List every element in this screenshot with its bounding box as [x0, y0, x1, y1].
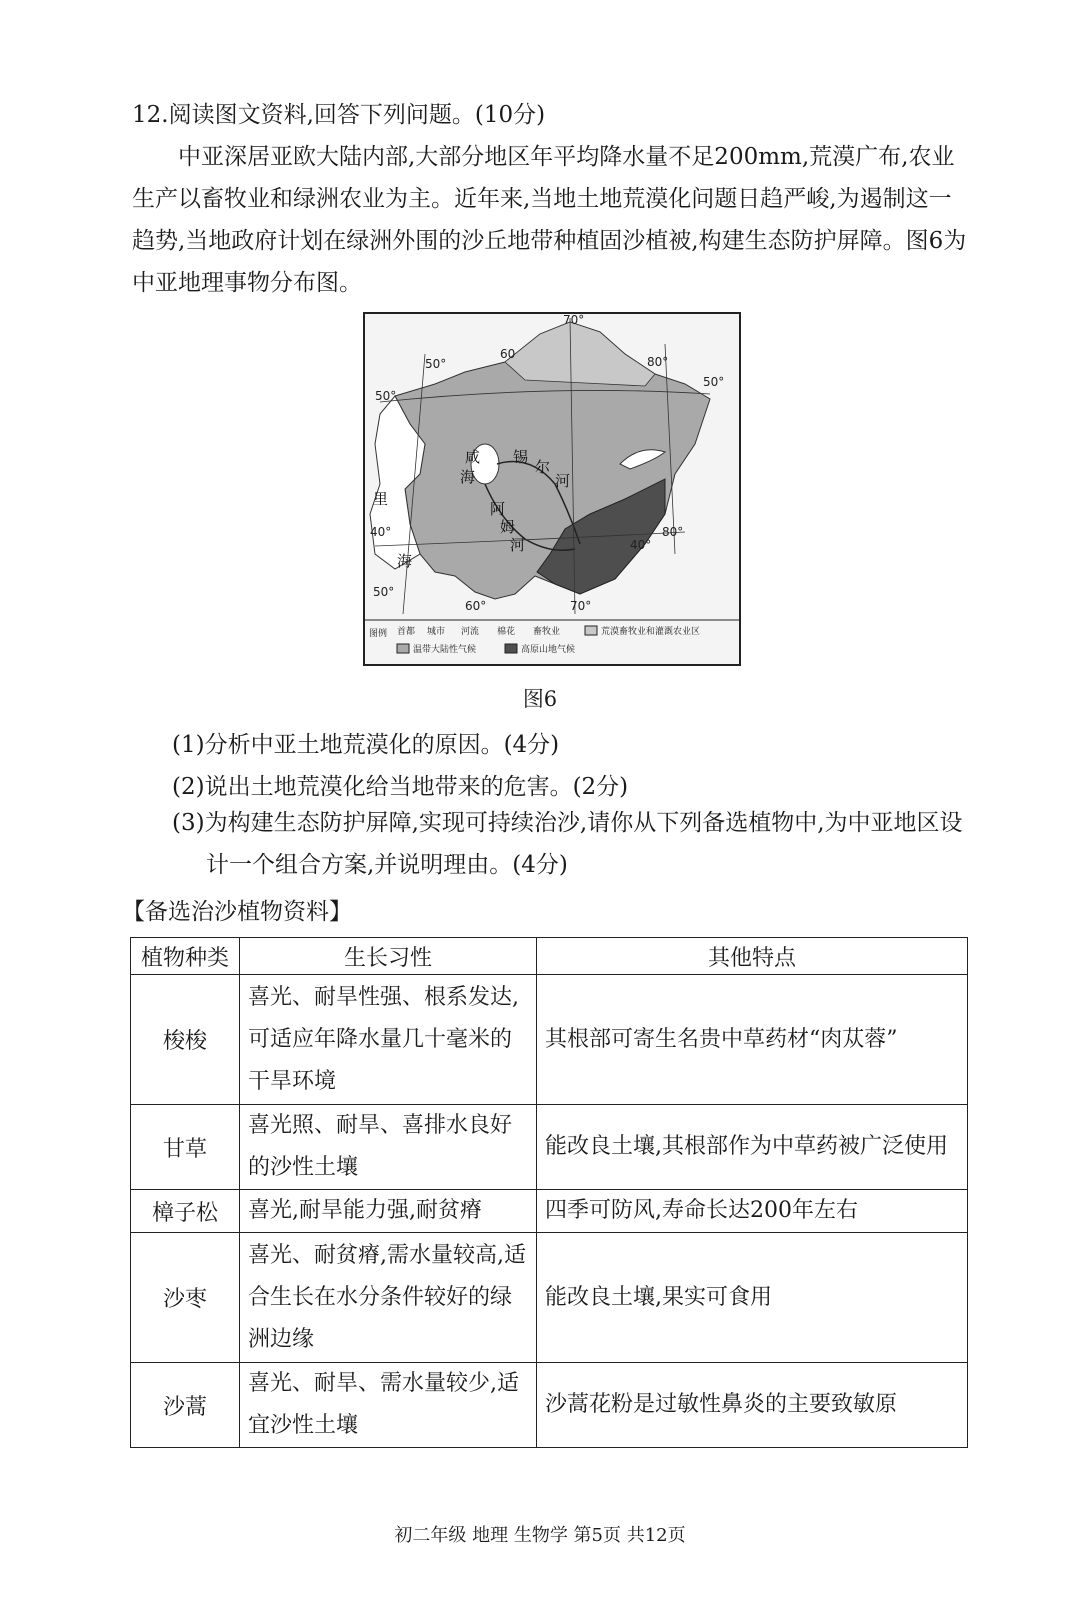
lon-label-4: 60°	[465, 599, 487, 613]
table-header-row	[131, 938, 968, 975]
sub-question-3	[172, 802, 972, 886]
sub-question-3-line1: (3)为构建生态防护屏障,实现可持续治沙,请你从下列备选植物中,为中亚地区设	[172, 810, 963, 836]
legend-mountain-swatch	[505, 644, 517, 653]
table-row	[131, 1190, 968, 1233]
map-name-li: 里	[373, 490, 389, 508]
map-name-a: 阿	[490, 500, 506, 518]
plant-habit: 喜光,耐旱能力强,耐贫瘠	[240, 1190, 537, 1233]
northern-agri-region	[505, 322, 655, 386]
legend-city: 城市	[427, 627, 446, 637]
legend-cotton: 棉花	[497, 627, 516, 637]
plant-name: 甘草	[131, 1105, 240, 1190]
lat-label-2: 50°	[375, 389, 397, 403]
plant-name: 梭梭	[131, 975, 240, 1105]
table-row	[131, 1105, 968, 1190]
question-paragraph: 中亚深居亚欧大陆内部,大部分地区年平均降水量不足200mm,荒漠广布,农业生产以畜牧业和绿洲农业为主。近年来,当地土地荒漠化问题日趋严峻,为遏制这一趋势,当地政府计划在绿洲外围的沙丘地带种植固沙植被,构建生态防护屏障。图6为中亚地理事物分布图。	[132, 144, 967, 296]
plant-feature: 能改良土壤,果实可食用	[537, 1233, 968, 1363]
plant-feature: 能改良土壤,其根部作为中草药被广泛使用	[537, 1105, 968, 1190]
sub-question-2: (2)说出土地荒漠化给当地带来的危害。(2分)	[172, 774, 629, 800]
legend-continental-swatch	[397, 644, 409, 653]
central-asia-map	[363, 312, 741, 666]
legend-capital: 首都	[397, 627, 416, 637]
lat-label-6: 50°	[373, 585, 395, 599]
map-name-xian: 咸	[465, 448, 481, 466]
plant-feature: 其根部可寄生名贵中草药材“肉苁蓉”	[537, 975, 968, 1105]
lon-label-3: 80°	[647, 355, 669, 369]
legend-mountain: 高原山地气候	[521, 645, 576, 655]
table-row	[131, 1233, 968, 1363]
plant-habit: 喜光、耐贫瘠,需水量较高,适合生长在水分条件较好的绿洲边缘	[240, 1233, 537, 1363]
lon-label-5: 70°	[570, 599, 592, 613]
plant-feature: 四季可防风,寿命长达200年左右	[537, 1190, 968, 1233]
map-name-he2: 河	[510, 536, 526, 554]
legend-agri-swatch	[585, 626, 597, 635]
lon-label-1: 70°	[563, 314, 585, 327]
lat-label-4: 40°	[370, 525, 392, 539]
sub-question-1: (1)分析中亚土地荒漠化的原因。(4分)	[172, 732, 560, 758]
legend-title: 图例	[369, 629, 388, 639]
legend-continental: 温带大陆性气候	[413, 645, 477, 655]
figure-caption: 图6	[522, 687, 558, 711]
lon-label-2: 60	[500, 347, 516, 361]
lat-label-5: 40°	[630, 538, 652, 552]
table-row	[131, 975, 968, 1105]
plant-name: 樟子松	[131, 1190, 240, 1233]
plants-table	[130, 937, 968, 1448]
plant-name: 沙蒿	[131, 1363, 240, 1448]
table-row	[131, 1363, 968, 1448]
legend-river: 河流	[461, 627, 480, 637]
header-habit: 生长习性	[240, 938, 537, 975]
legend-livestock: 畜牧业	[533, 627, 561, 637]
map-name-hai: 海	[460, 468, 476, 486]
plant-name: 沙枣	[131, 1233, 240, 1363]
header-feature: 其他特点	[537, 938, 968, 975]
map-name-he1: 河	[555, 472, 571, 490]
lon-label-6: 80°	[662, 525, 684, 539]
plant-habit: 喜光照、耐旱、喜排水良好的沙性土壤	[240, 1105, 537, 1190]
map-svg	[365, 314, 739, 664]
lat-label-3: 50°	[703, 375, 725, 389]
legend-agri: 荒漠畜牧业和灌溉农业区	[601, 627, 701, 637]
sub-question-3-line2: 计一个组合方案,并说明理由。(4分)	[206, 852, 568, 878]
map-name-hai2: 海	[397, 552, 413, 570]
map-name-er: 尔	[535, 458, 551, 476]
lat-label-1: 50°	[425, 357, 447, 371]
question-heading: 12.阅读图文资料,回答下列问题。(10分)	[132, 102, 546, 128]
plant-habit: 喜光、耐旱性强、根系发达,可适应年降水量几十毫米的干旱环境	[240, 975, 537, 1105]
map-name-xi: 锡	[513, 448, 529, 466]
plant-feature: 沙蒿花粉是过敏性鼻炎的主要致敏原	[537, 1363, 968, 1448]
page-footer: 初二年级 地理 生物学 第5页 共12页	[394, 1525, 686, 1546]
plant-habit: 喜光、耐旱、需水量较少,适宜沙性土壤	[240, 1363, 537, 1448]
map-name-mu: 姆	[500, 518, 516, 536]
header-plant: 植物种类	[131, 938, 240, 975]
table-heading: 【备选治沙植物资料】	[122, 899, 352, 925]
